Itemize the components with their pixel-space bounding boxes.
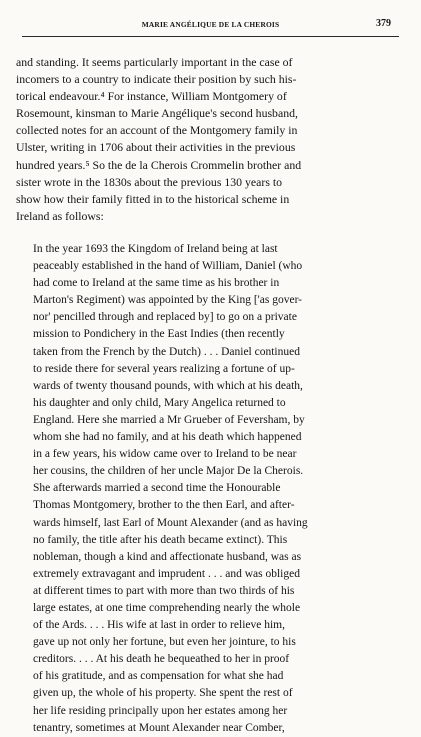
block-quotation [33, 241, 409, 737]
quotation-line: wards himself, last Earl of Mount Alexander (and as having [33, 516, 308, 529]
quotation-line: given up, the whole of his property. She spent the rest of [33, 687, 293, 700]
paragraph-line: collected notes for an account of the Montgomery family in [16, 123, 298, 138]
quotation-line: creditors. . . . At his death he bequeathed to her in proof [33, 653, 290, 666]
paragraph-line: Ireland as follows: [16, 208, 104, 223]
quotation-line: his daughter and only child, Mary Angelica returned to [33, 396, 286, 409]
quotation-line: of his gratitude, and as compensation for what she had [33, 670, 284, 683]
quotation-line: no family, the title after his death became extinct). This [33, 533, 288, 546]
quotation-line: peaceably established in the hand of William, Daniel (who [33, 260, 303, 273]
quotation-line: taken from the French by the Dutch) . . . Daniel continued [33, 345, 300, 358]
quotation-line: extremely extravagant and imprudent . . . and was obliged [33, 567, 300, 580]
paragraph-line: Rosemount, kinsman to Marie Angélique's second husband, [16, 106, 298, 121]
quotation-line: mission to Pondichery in the East Indies (then recently [33, 328, 285, 341]
quotation-line: Marton's Regiment) was appointed by the King ['as gover- [33, 294, 302, 307]
paragraph-line: incomers to a country to indicate their position by such his- [16, 72, 297, 87]
quotation-line: in a few years, his widow came over to Ireland to be near [33, 448, 297, 461]
quotation-line: nobleman, though a kind and affectionate husband, was as [33, 550, 302, 563]
page-number: 379 [376, 18, 391, 29]
quotation-line: of the Ards. . . . His wife at last in order to relieve him, [33, 619, 285, 632]
quotation-line: In the year 1693 the Kingdom of Ireland being at last [33, 243, 278, 255]
quotation-line: whom she had no family, and at his death which happened [33, 431, 302, 444]
paragraph-line: torical endeavour.⁴ For instance, William Montgomery of [16, 89, 287, 104]
quotation-line: tenantry, sometimes at Mount Alexander near Comber, [33, 721, 285, 734]
quotation-line: her cousins, the children of her uncle Major De la Cherois. [33, 465, 304, 478]
paragraph-line: Ulster, writing in 1706 about their activities in the previous [16, 140, 296, 155]
running-head: MARIE ANGÉLIQUE DE LA CHEROIS [141, 20, 280, 29]
quotation-line: England. Here she married a Mr Grueber of Feversham, by [33, 413, 305, 426]
header-rule [22, 36, 399, 37]
quotation-line: She afterwards married a second time the Honourable [33, 482, 281, 495]
quotation-line: gave up not only her fortune, but even her jointure, to his [33, 636, 296, 649]
quotation-line: her life residing principally upon her estates among her [33, 704, 288, 717]
quotation-line: to reside there for several years realizing a fortune of up- [33, 362, 295, 375]
quotation-line: Thomas Montgomery, brother to the then Earl, and after- [33, 499, 295, 512]
quotation-line: had come to Ireland at the same time as his brother in [33, 277, 280, 290]
paragraph-line: show how their family fitted in to the historical scheme in [16, 191, 290, 206]
page-header [22, 18, 399, 32]
quotation-line: at different times to part with more than two thirds of his [33, 584, 295, 597]
quotation-line: nor' pencilled through and replaced by] to go on a private [33, 311, 297, 324]
paragraph-line: and standing. It seems particularly important in the case of [16, 55, 293, 69]
paragraph-line: sister wrote in the 1830s about the previous 130 years to [16, 174, 283, 189]
quotation-line: large estates, at one time comprehending nearly the whole [33, 601, 301, 614]
quotation-line: wards of twenty thousand pounds, with which at his death, [33, 379, 303, 392]
body-paragraph [16, 54, 406, 225]
paragraph-line: hundred years.⁵ So the de la Cherois Crommelin brother and [16, 157, 302, 172]
